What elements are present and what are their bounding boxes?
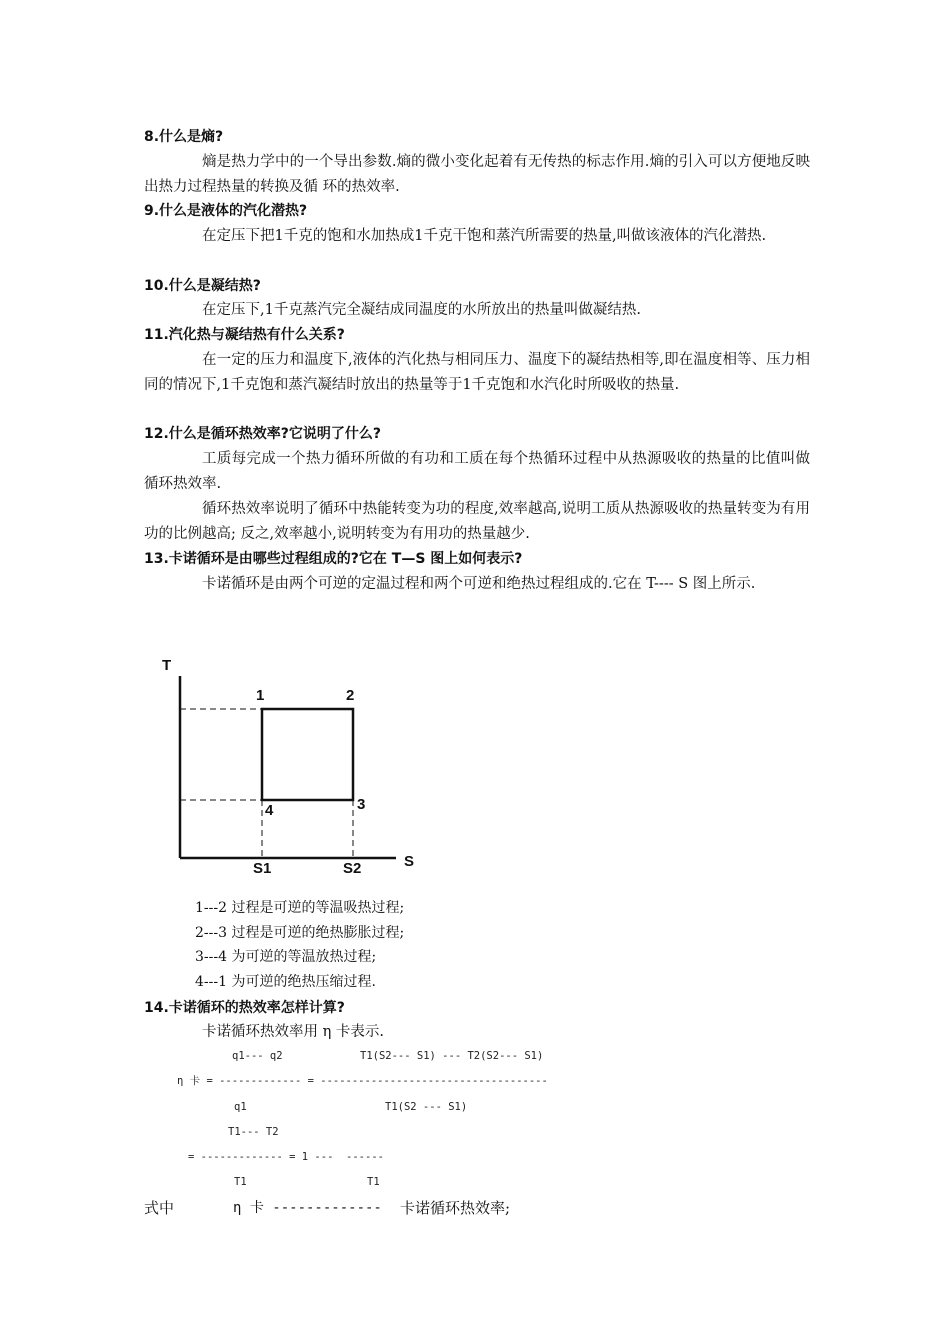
heading-q11: 11.汽化热与凝结热有什么关系? bbox=[144, 327, 345, 343]
point-3-label: 3 bbox=[357, 796, 366, 813]
heading-q10: 10.什么是凝结热? bbox=[144, 278, 261, 294]
paragraph-q9: 在定压下把1千克的饱和水加热成1千克干饱和蒸汽所需要的热量,叫做该液体的汽化潜热. bbox=[202, 228, 767, 244]
formula-denominator-3: T1 bbox=[234, 1176, 247, 1188]
footer-description: 卡诺循环热效率; bbox=[400, 1199, 511, 1217]
s1-label: S1 bbox=[253, 860, 272, 877]
t-axis-label: T bbox=[162, 657, 172, 674]
formula-denominator-1: q1 bbox=[234, 1101, 247, 1113]
paragraph-q14: 卡诺循环热效率用 η 卡表示. bbox=[202, 1024, 385, 1040]
paragraph-q11: 在一定的压力和温度下,液体的汽化热与相同压力、温度下的凝结热相等,即在温度相等、压力相同的情况下,1千克饱和蒸汽凝结时放出的热量等于1千克饱和水汽化时所吸收的热量. bbox=[144, 352, 810, 393]
formula-numerator-2: T1(S2--- S1) --- T2(S2--- S1) bbox=[360, 1050, 544, 1062]
ts-diagram bbox=[150, 648, 430, 883]
formula-fraction-line-2: = ------------- = 1 --- ------ bbox=[188, 1151, 384, 1163]
formula-denominator-2: T1(S2 --- S1) bbox=[385, 1101, 468, 1113]
footer-symbol: η 卡 ------------- bbox=[233, 1200, 382, 1216]
point-4-label: 4 bbox=[265, 802, 274, 819]
s-axis-label: S bbox=[404, 853, 415, 870]
heading-q12: 12.什么是循环热效率?它说明了什么? bbox=[144, 426, 382, 442]
formula-numerator-1: q1--- q2 bbox=[232, 1050, 283, 1062]
process-4-1: 4---1 为可逆的绝热压缩过程. bbox=[195, 974, 376, 990]
paragraph-q12-b: 循环热效率说明了循环中热能转变为功的程度,效率越高,说明工质从热源吸收的热量转变为有用功的比例越高; 反之,效率越小,说明转变为有用功的热量越少. bbox=[144, 501, 810, 542]
formula-denominator-4: T1 bbox=[367, 1176, 380, 1188]
paragraph-q13: 卡诺循环是由两个可逆的定温过程和两个可逆和绝热过程组成的.它在 T---- S 图上所示. bbox=[202, 576, 756, 592]
process-1-2: 1---2 过程是可逆的等温吸热过程; bbox=[195, 900, 405, 916]
formula-fraction-line-1: η 卡 = ------------- = ------------------------------------ bbox=[177, 1075, 548, 1087]
paragraph-q10: 在定压下,1千克蒸汽完全凝结成同温度的水所放出的热量叫做凝结热. bbox=[202, 302, 641, 318]
heading-q9: 9.什么是液体的汽化潜热? bbox=[144, 203, 308, 219]
point-1-label: 1 bbox=[256, 687, 265, 704]
heading-q13: 13.卡诺循环是由哪些过程组成的?它在 T—S 图上如何表示? bbox=[144, 551, 523, 567]
carnot-cycle-rectangle bbox=[262, 709, 353, 800]
heading-q8: 8.什么是熵? bbox=[144, 129, 224, 145]
formula-numerator-3: T1--- T2 bbox=[228, 1126, 279, 1138]
s2-label: S2 bbox=[343, 860, 362, 877]
footer-label: 式中 bbox=[144, 1199, 175, 1217]
heading-q14: 14.卡诺循环的热效率怎样计算? bbox=[144, 1000, 345, 1016]
point-2-label: 2 bbox=[346, 687, 355, 704]
process-2-3: 2---3 过程是可逆的绝热膨胀过程; bbox=[195, 925, 405, 941]
paragraph-q8: 熵是热力学中的一个导出参数.熵的微小变化起着有无传热的标志作用.熵的引入可以方便地反映出热力过程热量的转换及循 环的热效率. bbox=[144, 154, 810, 195]
paragraph-q12-a: 工质每完成一个热力循环所做的有功和工质在每个热循环过程中从热源吸收的热量的比值叫做循环热效率. bbox=[144, 451, 810, 492]
process-3-4: 3---4 为可逆的等温放热过程; bbox=[195, 949, 377, 965]
